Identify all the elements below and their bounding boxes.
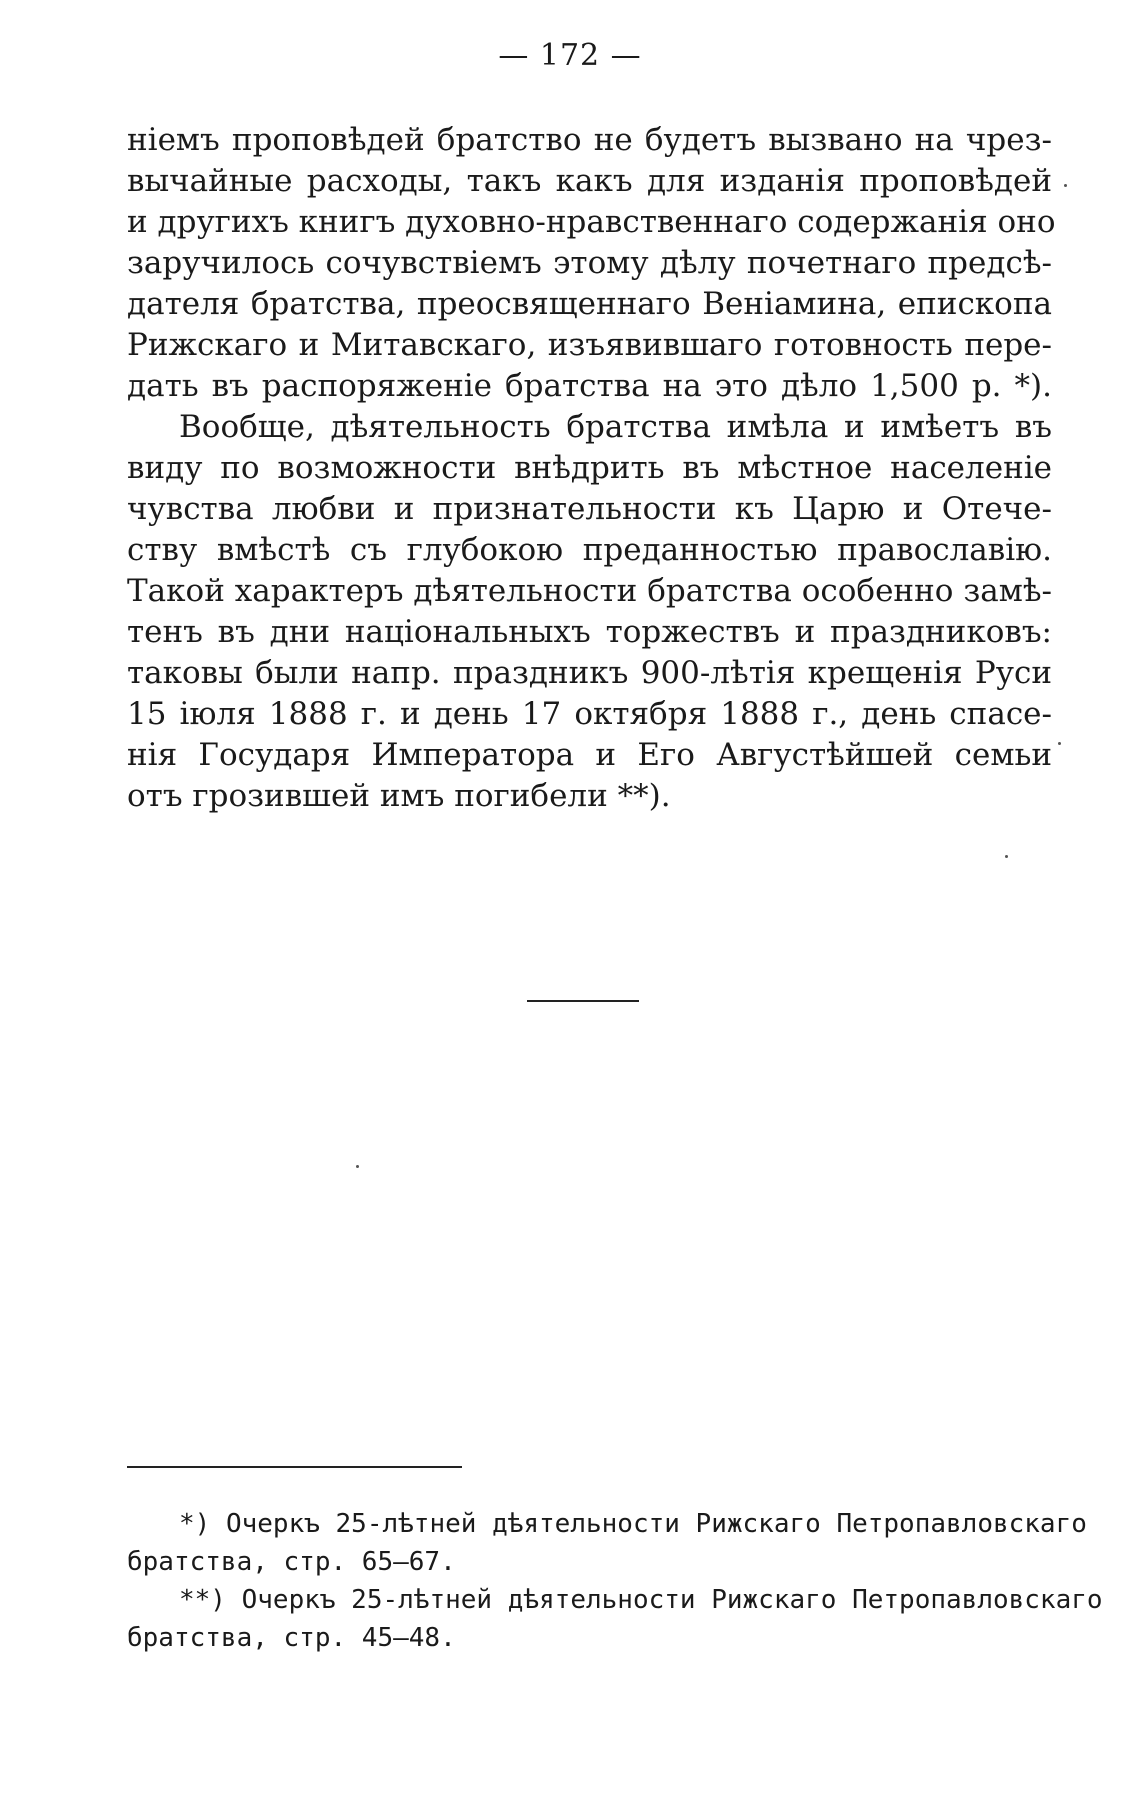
page-number: — 172 — xyxy=(498,38,642,73)
paper-speck xyxy=(1005,855,1008,858)
footnote-line: братства, стр. 45—48. xyxy=(127,1623,456,1653)
footnote-line: братства, стр. 65—67. xyxy=(127,1547,456,1577)
text-line: ніемъ проповѣдей братство не будетъ вызвано на чрез- xyxy=(127,122,1052,158)
text-line: дателя братства, преосвященнаго Веніамина, епископа xyxy=(127,286,1052,322)
text-line: Вообще, дѣятельность братства имѣла и имѣетъ въ xyxy=(179,409,1052,445)
paper-speck xyxy=(1064,184,1067,187)
footnote-separator xyxy=(127,1466,462,1468)
footnote-1 xyxy=(127,1505,1087,1581)
text-line: Такой характеръ дѣятельности братства особенно замѣ- xyxy=(127,573,1052,609)
footnotes xyxy=(127,1505,1103,1657)
text-line: ству вмѣстѣ съ глубокою преданностью православію. xyxy=(127,532,1052,568)
text-line: Рижскаго и Митавскаго, изъявившаго готовность пере- xyxy=(127,327,1052,363)
text-line: чувства любви и признательности къ Царю и Отече- xyxy=(127,491,1052,527)
text-line: виду по возможности внѣдрить въ мѣстное населеніе xyxy=(127,450,1052,486)
text-line: 15 іюля 1888 г. и день 17 октября 1888 г., день спасе- xyxy=(127,696,1052,732)
paper-speck xyxy=(356,1165,359,1168)
footnote-2 xyxy=(127,1581,1103,1657)
paragraph-2 xyxy=(127,407,1052,817)
footnote-line: **) Очеркъ 25-лѣтней дѣятельности Рижскаго Петропавловскаго xyxy=(179,1585,1103,1615)
paragraph-1 xyxy=(127,120,1056,407)
text-line: тенъ въ дни національныхъ торжествъ и праздниковъ: xyxy=(127,614,1052,650)
text-line: отъ грозившей имъ погибели **). xyxy=(127,778,671,814)
text-line: и другихъ книгъ духовно-нравственнаго содержанія оно xyxy=(127,204,1056,240)
text-line: дать въ распоряженіе братства на это дѣло 1,500 р. *). xyxy=(127,368,1052,404)
section-divider xyxy=(527,1000,639,1002)
text-line: вычайные расходы, такъ какъ для изданія проповѣдей xyxy=(127,163,1052,199)
paper-speck xyxy=(1058,742,1061,745)
text-line: таковы были напр. праздникъ 900-лѣтія крещенія Руси xyxy=(127,655,1052,691)
main-text xyxy=(127,120,1056,817)
footnote-line: *) Очеркъ 25-лѣтней дѣятельности Рижскаго Петропавловскаго xyxy=(179,1509,1087,1539)
text-line: нія Государя Императора и Его Августѣйшей семьи xyxy=(127,737,1052,773)
text-line: заручилось сочувствіемъ этому дѣлу почетнаго предсѣ- xyxy=(127,245,1052,281)
